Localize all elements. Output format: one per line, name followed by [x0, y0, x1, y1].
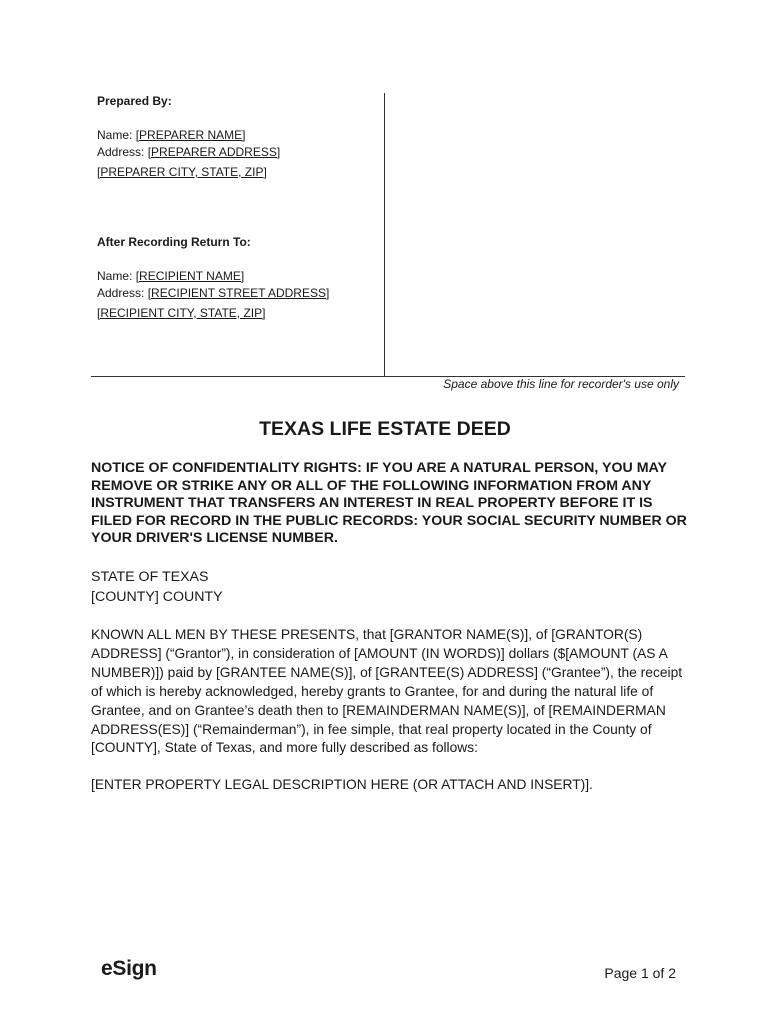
preparer-city-value: [PREPARER CITY, STATE, ZIP] [97, 165, 267, 179]
recipient-address-value: [RECIPIENT STREET ADDRESS] [147, 286, 330, 300]
recipient-address-label: Address: [97, 286, 145, 300]
recipient-address-line [97, 285, 329, 302]
legal-description: [ENTER PROPERTY LEGAL DESCRIPTION HERE (OR ATTACH AND INSERT)]. [91, 777, 593, 792]
prepared-by-heading: Prepared By: [97, 94, 172, 108]
document-title: TEXAS LIFE ESTATE DEED [259, 418, 511, 440]
recorder-note: Space above this line for recorder's use only [443, 377, 679, 391]
deed-body-paragraph: KNOWN ALL MEN BY THESE PRESENTS, that [GRANTOR NAME(S)], of [GRANTOR(S) ADDRESS] (“Grantor”), in consideration of [AMOUNT (IN WORDS)] dollars ($[AMOUNT (AS A NUMBER)]) paid by [GRANTEE NAME(S)], of [GRANTEE(S) ADDRESS] (“Grantee”), the receipt of which is hereby acknowledged, hereby grants to Grantee, for and during the natural life of Grantee, and on Grantee’s death then to [REMAINDERMAN NAME(S)], of [REMAINDERMAN ADDRESS(ES)] (“Remainderman”), in fee simple, that real property located in the County of [COUNTY], State of Texas, and more fully described as follows: [91, 627, 683, 756]
recipient-city-value: [RECIPIENT CITY, STATE, ZIP] [97, 306, 266, 320]
preparer-name-value: [PREPARER NAME] [135, 128, 246, 142]
recipient-name-value: [RECIPIENT NAME] [135, 269, 245, 283]
recipient-name-label: Name: [97, 269, 133, 283]
preparer-name-line [97, 127, 246, 144]
confidentiality-notice: NOTICE OF CONFIDENTIALITY RIGHTS: IF YOU ARE A NATURAL PERSON, YOU MAY REMOVE OR STRIKE ANY OR ALL OF THE FOLLOWING INFORMATION FROM ANY INSTRUMENT THAT TRANSFERS AN INTEREST IN REAL PROPERTY BEFORE IT IS FILED FOR RECORD IN THE PUBLIC RECORDS: YOUR SOCIAL SECURITY NUMBER OR YOUR DRIVER'S LICENSE NUMBER. [91, 460, 687, 547]
return-to-heading: After Recording Return To: [97, 235, 251, 249]
page-number: Page 1 of 2 [604, 965, 676, 981]
esign-logo: eSign [101, 957, 157, 980]
preparer-name-label: Name: [97, 128, 133, 142]
recorder-vertical-divider [384, 93, 385, 376]
preparer-address-line [97, 144, 280, 161]
venue-block [91, 567, 223, 607]
preparer-address-value: [PREPARER ADDRESS] [147, 145, 281, 159]
county-line: [COUNTY] COUNTY [91, 589, 223, 605]
state-line: STATE OF TEXAS [91, 569, 209, 585]
recipient-name-line [97, 268, 244, 285]
preparer-address-label: Address: [97, 145, 145, 159]
